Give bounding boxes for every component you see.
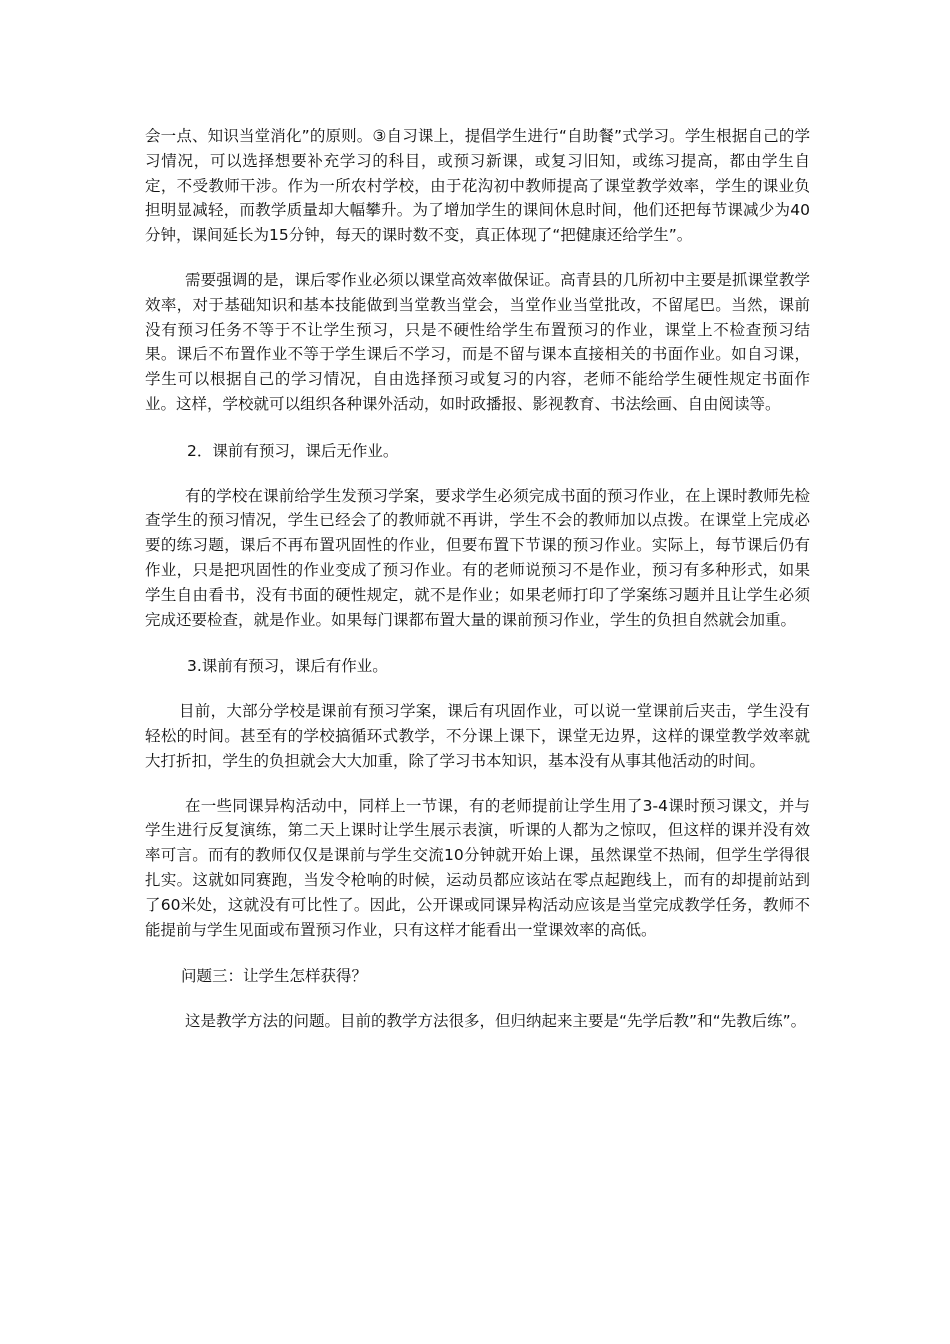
paragraph-3: 有的学校在课前给学生发预习学案，要求学生必须完成书面的预习作业，在上课时教师先检查学生的预习情况，学生已经会了的教师就不再讲，学生不会的教师加以点拨。在课堂上完成必要的练习题，课后不再布置巩固性的作业，但要布置下节课的预习作业。实际上，每节课后仍有作业，只是把巩固性的作业变成了预习作业。有的老师说预习不是作业，预习有多种形式，如果学生自由看书，没有书面的硬性规定，就不是作业；如果老师打印了学案练习题并且让学生必须完成还要检查，就是作业。如果每门课都布置大量的课前预习作业，学生的负担自然就会加重。 [145,486,810,629]
section-heading-3: 3.课前有预习，课后有作业。 [187,657,388,676]
question-heading-3: 问题三：让学生怎样获得？ [181,967,368,986]
paragraph-2: 需要强调的是，课后零作业必须以课堂高效率做保证。高青县的几所初中主要是抓课堂教学效率，对于基础知识和基本技能做到当堂教当堂会，当堂作业当堂批改，不留尾巴。当然，课前没有预习任务不等于不让学生预习，只是不硬性给学生布置预习的作业，课堂上不检查预习结果。课后不布置作业不等于学生课后不学习，而是不留与课本直接相关的书面作业。如自习课，学生可以根据自己的学习情况，自由选择预习或复习的内容，老师不能给学生硬性规定书面作业。这样，学校就可以组织各种课外活动，如时政播报、影视教育、书法绘画、自由阅读等。 [145,270,810,413]
paragraph-4: 目前，大部分学校是课前有预习学案，课后有巩固作业，可以说一堂课前后夹击，学生没有轻松的时间。甚至有的学校搞循环式教学，不分课上课下，课堂无边界，这样的课堂教学效率就大打折扣，学生的负担就会大大加重，除了学习书本知识，基本没有从事其他活动的时间。 [145,702,810,770]
paragraph-5: 在一些同课异构活动中，同样上一节课，有的老师提前让学生用了3-4课时预习课文，并与学生进行反复演练，第二天上课时让学生展示表演，听课的人都为之惊叹，但这样的课并没有效率可言。而有的教师仅仅是课前与学生交流10分钟就开始上课，虽然课堂不热闹，但学生学得很扎实。这就如同赛跑，当发令枪响的时候，运动员都应该站在零点起跑线上，而有的却提前站到了60米处，这就没有可比性了。因此，公开课或同课异构活动应该是当堂完成教学任务，教师不能提前与学生见面或布置预习作业，只有这样才能看出一堂课效率的高低。 [145,796,810,939]
paragraph-1: 会一点、知识当堂消化”的原则。③自习课上，提倡学生进行“自助餐”式学习。学生根据自己的学习情况，可以选择想要补充学习的科目，或预习新课，或复习旧知，或练习提高，都由学生自定，不受教师干涉。作为一所农村学校，由于花沟初中教师提高了课堂教学效率，学生的课业负担明显减轻，而教学质量却大幅攀升。为了增加学生的课间休息时间，他们还把每节课减少为40分钟，课间延长为15分钟，每天的课时数不变，真正体现了“把健康还给学生”。 [145,127,810,245]
paragraph-6: 这是教学方法的问题。目前的教学方法很多，但归纳起来主要是“先学后教”和“先教后练”。 [185,1012,807,1031]
document-body [145,124,810,1034]
section-heading-2: 2．课前有预习，课后无作业。 [187,441,399,460]
